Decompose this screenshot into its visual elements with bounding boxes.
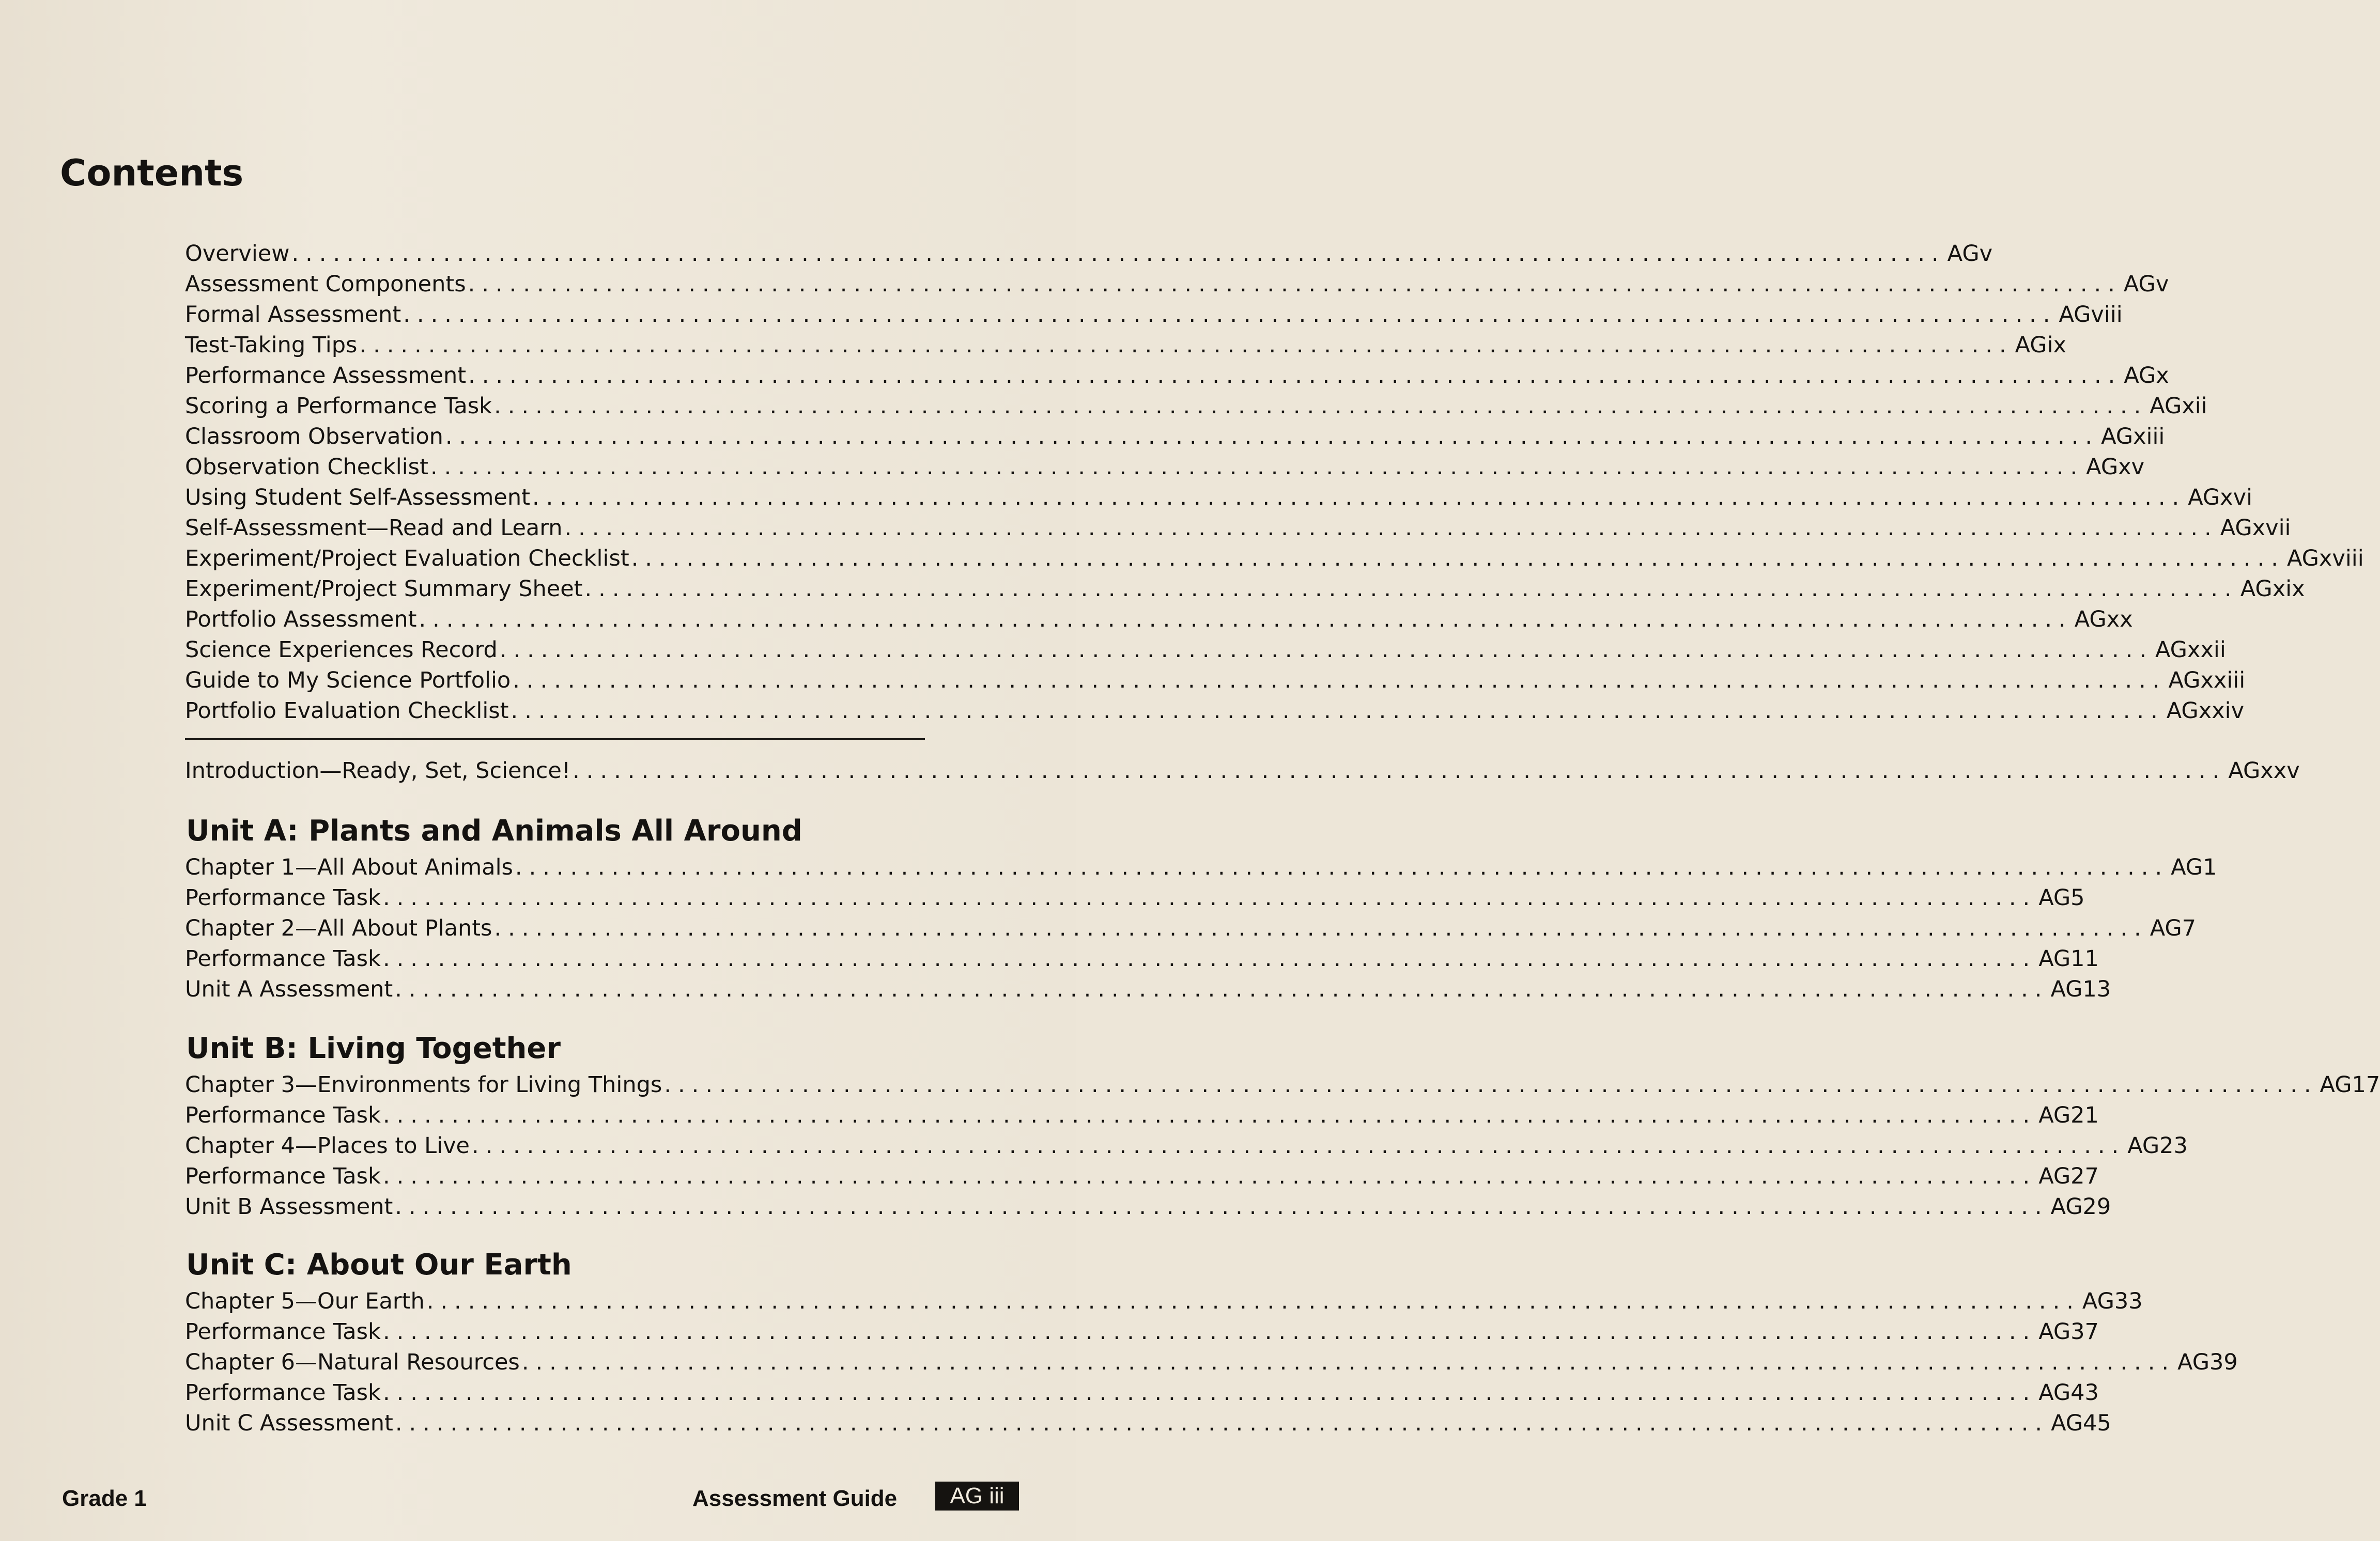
toc-entry <box>185 574 2305 604</box>
toc-entry-title: Assessment Components <box>185 271 466 297</box>
toc-entry <box>185 696 2245 726</box>
toc-entry-title: Chapter 4—Places to Live <box>185 1133 470 1159</box>
grade-label: Grade 1 <box>62 1486 147 1511</box>
toc-entry-title: Unit C Assessment <box>185 1410 393 1436</box>
toc-entry-page: AGxxv <box>2228 758 2300 784</box>
toc-entry <box>185 1100 2099 1131</box>
dot-leader: ........................................................................................................................ <box>511 698 2165 724</box>
toc-entry-title: Unit B Assessment <box>185 1194 393 1220</box>
toc-entry <box>185 1347 2238 1378</box>
toc-entry <box>185 482 2253 513</box>
toc-entry-page: AGxxii <box>2155 637 2226 663</box>
unit-b-list <box>185 1070 2380 1222</box>
dot-leader: ........................................................................................................................ <box>664 1072 2318 1098</box>
toc-entry <box>185 913 2197 944</box>
dot-leader: ........................................................................................................................ <box>419 606 2073 632</box>
toc-entry-page: AGxix <box>2240 576 2305 602</box>
toc-entry-page: AG37 <box>2038 1319 2099 1345</box>
toc-entry <box>185 1378 2099 1408</box>
toc-entry-page: AGx <box>2124 363 2169 388</box>
toc-entry-page: AG17 <box>2320 1072 2380 1098</box>
toc-entry <box>185 543 2364 574</box>
dot-leader: ........................................................................................................................ <box>471 1133 2126 1159</box>
toc-entry <box>185 665 2246 696</box>
toc-entry <box>185 852 2217 883</box>
toc-entry-page: AG27 <box>2038 1163 2099 1189</box>
dot-leader: ........................................................................................................................ <box>515 854 2169 880</box>
dot-leader: ........................................................................................................................ <box>382 885 2037 911</box>
toc-entry <box>185 604 2133 635</box>
toc-entry <box>185 944 2099 974</box>
toc-entry-title: Performance Task <box>185 1163 381 1189</box>
toc-entry <box>185 452 2145 482</box>
toc-entry-title: Science Experiences Record <box>185 637 498 663</box>
dot-leader: ........................................................................................................................ <box>532 485 2186 510</box>
unit-c-heading: Unit C: About Our Earth <box>186 1248 572 1282</box>
toc-entry <box>185 1070 2380 1100</box>
toc-entry-title: Portfolio Evaluation Checklist <box>185 698 509 724</box>
dot-leader: ........................................................................................................................ <box>359 332 2013 358</box>
toc-entry-page: AG23 <box>2127 1133 2188 1159</box>
toc-entry-title: Performance Task <box>185 1102 381 1128</box>
toc-entry-page: AGxv <box>2086 454 2145 480</box>
toc-entry-title: Unit A Assessment <box>185 976 393 1002</box>
toc-entry-page: AGxvii <box>2220 515 2291 541</box>
toc-entry-page: AG45 <box>2051 1410 2111 1436</box>
dot-leader: ........................................................................................................................ <box>382 946 2037 972</box>
toc-entry-page: AGxvi <box>2188 485 2253 510</box>
toc-entry-title: Chapter 6—Natural Resources <box>185 1349 520 1375</box>
toc-entry-title: Introduction—Ready, Set, Science! <box>185 758 571 784</box>
unit-a-list <box>185 852 2217 1005</box>
toc-entry <box>185 1161 2099 1192</box>
toc-entry-page: AG13 <box>2050 976 2111 1002</box>
toc-entry <box>185 1286 2143 1317</box>
toc-entry <box>185 361 2169 391</box>
dot-leader: ........................................................................................................................ <box>494 915 2148 941</box>
toc-entry-title: Performance Task <box>185 885 381 911</box>
toc-entry-title: Performance Task <box>185 1319 381 1345</box>
dot-leader: ........................................................................................................................ <box>291 241 1945 267</box>
toc-entry-title: Scoring a Performance Task <box>185 393 492 419</box>
dot-leader: ........................................................................................................................ <box>631 546 2285 571</box>
dot-leader: ........................................................................................................................ <box>382 1102 2037 1128</box>
toc-entry-title: Portfolio Assessment <box>185 606 417 632</box>
dot-leader: ........................................................................................................................ <box>395 1194 2049 1220</box>
toc-entry-page: AG11 <box>2038 946 2099 972</box>
toc-entry-title: Performance Task <box>185 1380 381 1406</box>
toc-entry-title: Overview <box>185 241 290 267</box>
dot-leader: ........................................................................................................................ <box>468 271 2122 297</box>
dot-leader: ........................................................................................................................ <box>430 454 2084 480</box>
front-matter-list <box>185 239 2364 726</box>
toc-entry <box>185 1317 2099 1347</box>
toc-entry-title: Self-Assessment—Read and Learn <box>185 515 563 541</box>
dot-leader: ........................................................................................................................ <box>382 1163 2037 1189</box>
toc-entry <box>185 974 2111 1005</box>
dot-leader: ........................................................................................................................ <box>468 363 2122 388</box>
toc-entry-page: AG21 <box>2038 1102 2099 1128</box>
toc-entry-page: AG29 <box>2050 1194 2111 1220</box>
dot-leader: ........................................................................................................................ <box>499 637 2154 663</box>
toc-entry-title: Using Student Self-Assessment <box>185 485 530 510</box>
toc-entry-title: Chapter 5—Our Earth <box>185 1288 425 1314</box>
toc-entry-page: AGviii <box>2059 302 2123 328</box>
dot-leader: ........................................................................................................................ <box>521 1349 2176 1375</box>
toc-entry-page: AGxiii <box>2101 424 2165 449</box>
introduction-list <box>185 756 2300 786</box>
toc-entry-page: AG5 <box>2038 885 2085 911</box>
dot-leader: ........................................................................................................................ <box>382 1380 2037 1406</box>
toc-entry-title: Observation Checklist <box>185 454 428 480</box>
dot-leader: ........................................................................................................................ <box>584 576 2238 602</box>
toc-entry <box>185 756 2300 786</box>
page-title: Contents <box>60 152 244 194</box>
dot-leader: ........................................................................................................................ <box>564 515 2218 541</box>
toc-entry-page: AGv <box>1947 241 1993 267</box>
dot-leader: ........................................................................................................................ <box>395 1410 2049 1436</box>
toc-entry <box>185 239 1993 269</box>
toc-entry <box>185 513 2291 543</box>
page-number-badge: AG iii <box>935 1482 1019 1511</box>
toc-entry-page: AGxxiv <box>2166 698 2245 724</box>
toc-entry <box>185 391 2207 422</box>
toc-entry <box>185 422 2165 452</box>
toc-entry-title: Formal Assessment <box>185 302 401 328</box>
toc-entry-page: AG7 <box>2150 915 2197 941</box>
toc-entry-title: Performance Assessment <box>185 363 467 388</box>
unit-a-heading: Unit A: Plants and Animals All Around <box>186 814 802 848</box>
toc-entry-title: Experiment/Project Evaluation Checklist <box>185 546 629 571</box>
toc-entry <box>185 1192 2111 1222</box>
toc-entry-page: AG39 <box>2177 1349 2238 1375</box>
toc-entry-page: AGxxiii <box>2168 667 2246 693</box>
toc-entry-title: Chapter 1—All About Animals <box>185 854 513 880</box>
dot-leader: ........................................................................................................................ <box>445 424 2099 449</box>
guide-title: Assessment Guide <box>692 1486 898 1511</box>
toc-entry <box>185 330 2066 361</box>
toc-entry-page: AGix <box>2015 332 2066 358</box>
unit-b-heading: Unit B: Living Together <box>186 1032 561 1065</box>
toc-entry-page: AGxii <box>2150 393 2207 419</box>
unit-c-list <box>185 1286 2238 1439</box>
section-divider <box>185 738 925 740</box>
toc-entry-page: AGv <box>2123 271 2169 297</box>
toc-entry <box>185 1408 2111 1439</box>
dot-leader: ........................................................................................................................ <box>382 1319 2037 1345</box>
toc-entry-page: AG33 <box>2082 1288 2143 1314</box>
dot-leader: ........................................................................................................................ <box>513 667 2167 693</box>
toc-entry-page: AGxx <box>2074 606 2133 632</box>
toc-entry-page: AG43 <box>2038 1380 2099 1406</box>
toc-entry-title: Classroom Observation <box>185 424 443 449</box>
dot-leader: ........................................................................................................................ <box>573 758 2227 784</box>
toc-entry-title: Test-Taking Tips <box>185 332 358 358</box>
toc-entry-title: Chapter 2—All About Plants <box>185 915 492 941</box>
toc-entry-title: Experiment/Project Summary Sheet <box>185 576 583 602</box>
dot-leader: ........................................................................................................................ <box>426 1288 2080 1314</box>
toc-entry-page: AG1 <box>2171 854 2217 880</box>
toc-entry <box>185 635 2226 665</box>
toc-entry-title: Guide to My Science Portfolio <box>185 667 511 693</box>
toc-entry-title: Performance Task <box>185 946 381 972</box>
toc-entry-title: Chapter 3—Environments for Living Things <box>185 1072 662 1098</box>
dot-leader: ........................................................................................................................ <box>403 302 2057 328</box>
toc-entry-page: AGxviii <box>2286 546 2364 571</box>
toc-entry <box>185 1131 2188 1161</box>
toc-entry <box>185 269 2169 300</box>
toc-entry <box>185 883 2085 913</box>
dot-leader: ........................................................................................................................ <box>395 976 2049 1002</box>
toc-entry <box>185 300 2123 330</box>
dot-leader: ........................................................................................................................ <box>494 393 2148 419</box>
